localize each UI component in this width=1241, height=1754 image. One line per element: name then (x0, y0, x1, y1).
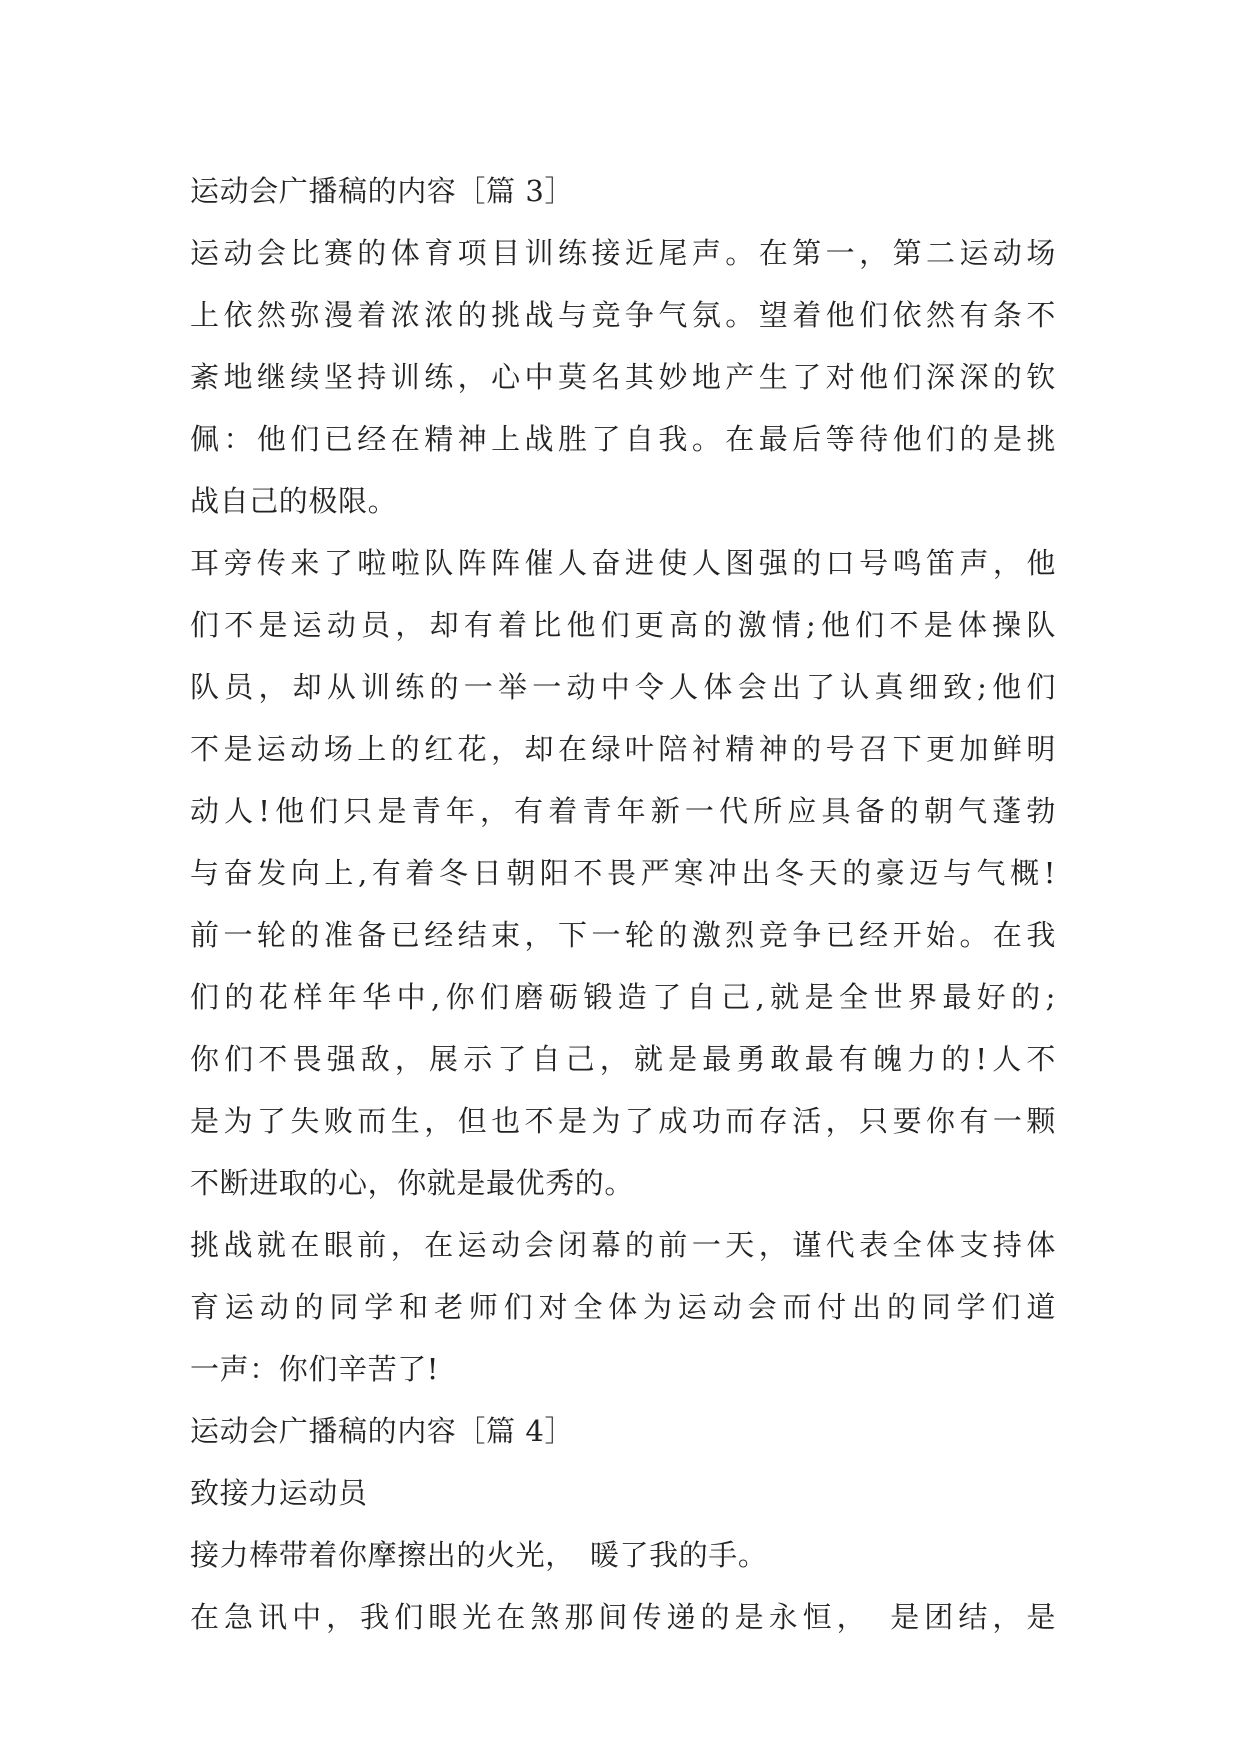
paragraph-line: 运动会比赛的体育项目训练接近尾声。在第一，第二运动场 (190, 236, 1056, 270)
poem-line: 在急讯中，我们眼光在煞那间传递的是永恒， 是团结，是 (190, 1600, 1056, 1634)
paragraph-line: 上依然弥漫着浓浓的挑战与竞争气氛。望着他们依然有条不 (190, 298, 1056, 332)
section-heading-3: 运动会广播稿的内容［篇 3］ (190, 174, 575, 208)
paragraph-line: 挑战就在眼前，在运动会闭幕的前一天，谨代表全体支持体 (190, 1228, 1056, 1262)
poem-title: 致接力运动员 (190, 1476, 368, 1510)
paragraph-line: 佩：他们已经在精神上战胜了自我。在最后等待他们的是挑 (190, 422, 1056, 456)
paragraph-line: 与奋发向上,有着冬日朝阳不畏严寒冲出冬天的豪迈与气概! (190, 856, 1056, 890)
document-body (190, 160, 1056, 1648)
paragraph-line: 你们不畏强敌，展示了自己，就是最勇敢最有魄力的!人不 (190, 1042, 1056, 1076)
poem-line: 接力棒带着你摩擦出的火光， 暖了我的手。 (190, 1538, 768, 1572)
paragraph-line: 耳旁传来了啦啦队阵阵催人奋进使人图强的口号鸣笛声，他 (190, 546, 1056, 580)
paragraph-line: 育运动的同学和老师们对全体为运动会而付出的同学们道 (190, 1290, 1056, 1324)
paragraph-line: 们不是运动员，却有着比他们更高的激情;他们不是体操队 (190, 608, 1056, 642)
paragraph-line: 前一轮的准备已经结束，下一轮的激烈竞争已经开始。在我 (190, 918, 1056, 952)
paragraph-line: 不是运动场上的红花，却在绿叶陪衬精神的号召下更加鲜明 (190, 732, 1056, 766)
paragraph-line: 紊地继续坚持训练，心中莫名其妙地产生了对他们深深的钦 (190, 360, 1056, 394)
paragraph-line: 队员，却从训练的一举一动中令人体会出了认真细致;他们 (190, 670, 1056, 704)
paragraph-line: 动人!他们只是青年，有着青年新一代所应具备的朝气蓬勃 (190, 794, 1056, 828)
section-heading-4: 运动会广播稿的内容［篇 4］ (190, 1414, 575, 1448)
paragraph-line: 不断进取的心，你就是最优秀的。 (190, 1166, 635, 1200)
paragraph-line: 们的花样年华中,你们磨砺锻造了自己,就是全世界最好的; (190, 980, 1056, 1014)
paragraph-line: 是为了失败而生，但也不是为了成功而存活，只要你有一颗 (190, 1104, 1056, 1138)
paragraph-line: 战自己的极限。 (190, 484, 398, 518)
paragraph-line: 一声：你们辛苦了! (190, 1352, 440, 1386)
